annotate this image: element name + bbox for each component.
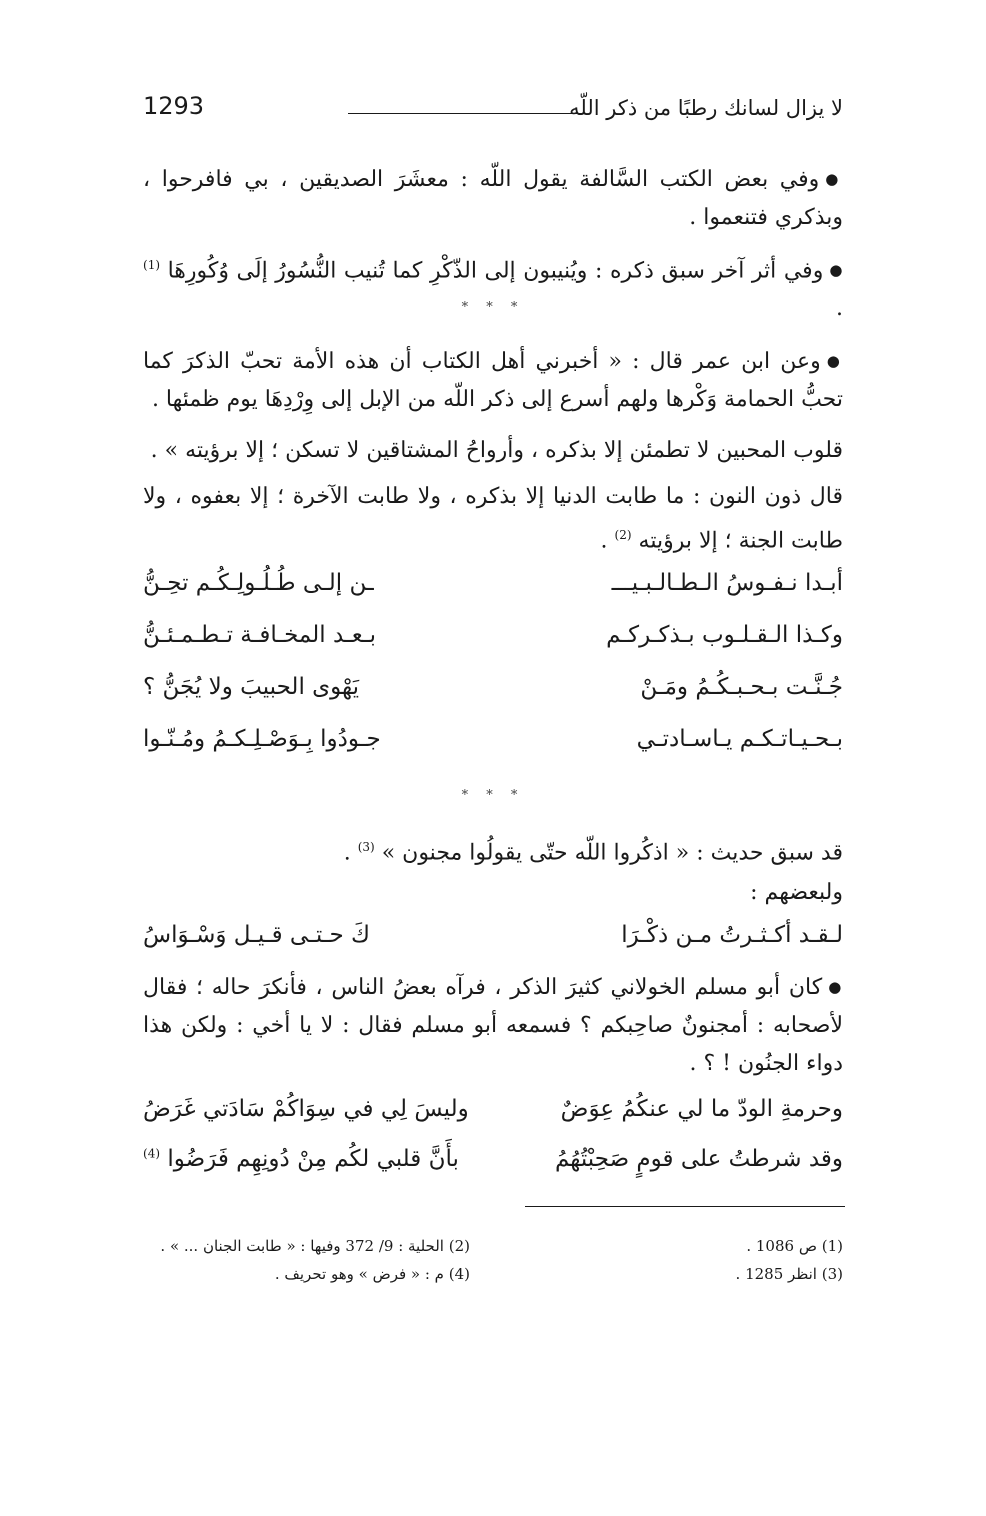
footnote-ref: (4) [143, 1146, 161, 1161]
hemistich-second: ـن إلـى طُـلُـولِـكُـم تحِـنُّ [143, 570, 374, 596]
hemistich-second: كَ حـتـى قـيـل وَسْـوَاسُ [143, 922, 370, 948]
verse-line [143, 1146, 843, 1186]
running-header [143, 92, 843, 128]
bullet-icon: ● [828, 978, 843, 996]
hemistich-second: وليسَ لِي في سِوَاكُمْ سَادَتي غَرَضُ [143, 1096, 469, 1122]
verse-line [143, 674, 843, 714]
hemistich-second: بـعـد المخـافـة تـطـمـئـنُّ [143, 622, 376, 648]
verse-line [143, 726, 843, 766]
footnote-1: (1) ص 1086 . [746, 1237, 843, 1255]
hemistich-first: أبـدا نـفـوسُ الـطـالـبـيـــ [611, 570, 843, 596]
verse-line [143, 570, 843, 610]
paragraph-4: قلوب المحبين لا تطمئن إلا بذكره ، وأرواحُ المشتاقين لا تسكن ؛ إلا برؤيته » . [150, 438, 843, 463]
paragraph-3: ●وعن ابن عمر قال : « أخبرني أهل الكتاب أن هذه الأمة تحبّ الذكرَ كما تحبُّ الحمامة وَكْرها ولهم أسرع إلى ذكر اللّه من الإبل إلى وِرْدِهَا يوم ظمئها . [143, 349, 843, 412]
hemistich-first: وحرمةِ الودّ ما لي عنكُمُ عِوَضٌ [560, 1096, 843, 1122]
hemistich-first: وقد شرطتُ على قومٍ صَحِبْتُهُمُ [554, 1146, 843, 1172]
hemistich-first: وكـذا الـقـلـوب بـذكـركـم [606, 622, 843, 648]
section-separator: * * * [461, 788, 525, 803]
page-number: 1293 [143, 92, 205, 120]
hemistich-first: بـحـيـاتـكـم يـاسـادتـي [636, 726, 843, 752]
footnote-rule [525, 1206, 845, 1207]
footnote-ref: (1) [143, 258, 161, 272]
footnote-2: (2) الحلية : 9/ 372 وفيها : « طابت الجنان ... » . [160, 1237, 470, 1255]
header-rule [348, 113, 585, 114]
hemistich-first: لـقـد أكـثـرتُ مـن ذكْـرَا [621, 922, 843, 948]
footnote-ref: (3) [357, 840, 375, 854]
hemistich-first: جُـنَّـت بـحـبـكُـمُ ومَـنْ [640, 674, 843, 700]
paragraph-7: ولبعضهم : [750, 880, 843, 905]
verse-line [143, 622, 843, 662]
paragraph-8: ●كان أبو مسلم الخولاني كثيرَ الذكر ، فرآه بعضُ الناس ، فأنكرَ حاله ؛ فقال لأصحابه : أمجنونٌ صاحِبكم ؟ فسمعه أبو مسلم فقال : لا يا أخي : ولكن هذا دواء الجنُون ! ؟ . [143, 975, 843, 1076]
section-separator: * * * [461, 300, 525, 315]
header-title: لا يزال لسانك رطبًا من ذكر اللّه [569, 96, 843, 120]
bullet-icon: ● [829, 261, 843, 280]
verse-line [143, 922, 843, 962]
footnote-3: (3) انظر 1285 . [735, 1265, 843, 1283]
paragraph-1: ●وفي بعض الكتب السَّالفة يقول اللّه : معشَرَ الصديقين ، بي فافرحوا ، وبذكري فتنعموا . [143, 167, 843, 230]
hemistich-second: جـودُوا بِـوَصْـلِـكـمُ ومُـنّـوا [143, 726, 381, 752]
paragraph-6: قد سبق حديث : « اذكُروا اللّه حتّى يقولُوا مجنون » $^{(3)}$ . [343, 840, 843, 866]
bullet-icon: ● [825, 170, 843, 188]
paragraph-2: ●وفي أثر آخر سبق ذكره : ويُنيبون إلى الذّكْرِ كما تُنيب النُّسُورُ إلَى وُكُورِهَا $^{(1)}$ . [143, 258, 843, 322]
hemistich-second: يَهْوى الحبيبَ ولا يُجَنُّ ؟ [143, 674, 360, 700]
footnote-ref: (2) [614, 528, 632, 542]
hemistich-second: بأَنَّ قلبي لكُم مِنْ دُونِهِم فَرَضُوا $^{(4)}$ [143, 1146, 459, 1172]
paragraph-5: قال ذون النون : ما طابت الدنيا إلا بذكره ، ولا طابت الآخرة ؛ إلا بعفوه ، ولا طابت الجنة ؛ إلا برؤيته $^{(2)}$ . [143, 484, 843, 554]
verse-line [143, 1096, 843, 1136]
footnote-4: (4) م : « فرض » وهو تحريف . [274, 1265, 470, 1283]
bullet-icon: ● [826, 352, 843, 370]
